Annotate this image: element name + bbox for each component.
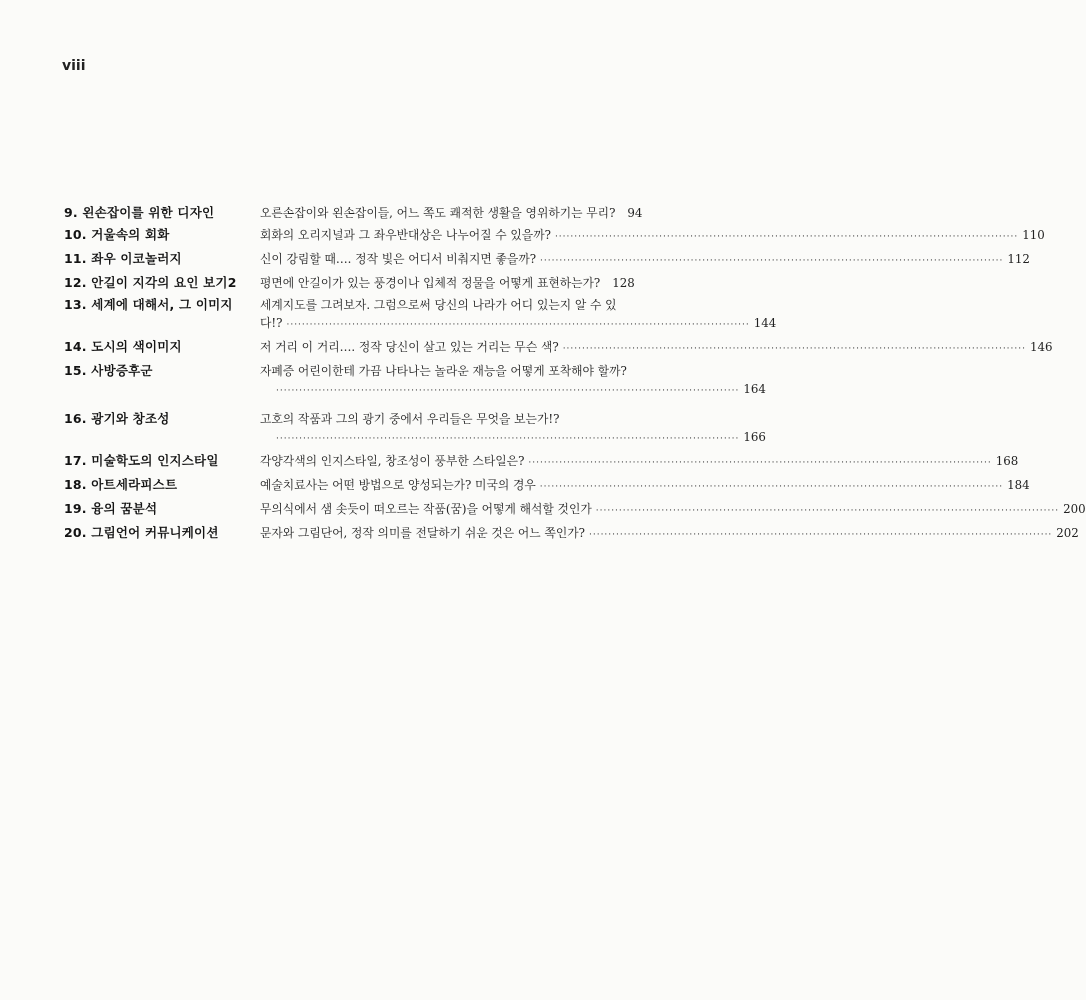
toc-line [260,410,629,428]
page-ref: 146 [1030,340,1053,354]
chapter-title: 16. 광기와 창조성 [64,411,170,426]
toc-line [260,380,766,400]
page-ref: 200 [1063,502,1086,516]
dot-leader [596,502,1059,520]
chapter-description [260,476,1030,496]
dot-leader [540,252,1003,270]
chapter-title: 9. 왼손잡이를 위한 디자인 [64,205,215,220]
chapter-description [260,226,1045,246]
toc-line [260,204,643,222]
toc-line [260,362,629,380]
dot-leader [563,340,1026,358]
table-of-contents [64,204,1086,548]
toc-entry [64,524,1079,544]
page-ref: 166 [743,430,766,444]
description-text: 저 거리 이 거리…. 정작 당신이 살고 있는 거리는 무슨 색? [260,340,559,354]
toc-entry [64,338,1053,358]
description-text: 다!? [260,316,283,330]
toc-entry [64,226,1045,246]
toc-line [260,452,1019,472]
chapter-description [260,452,1019,472]
chapter-description [260,204,643,222]
chapter-title: 19. 융의 꿈분석 [64,501,158,516]
chapter-description [260,250,1030,270]
chapter-description [260,362,766,400]
toc-entry [64,476,1030,496]
toc-entry [64,500,1086,520]
description-text: 무의식에서 샘 솟듯이 떠오르는 작품(꿈)을 어떻게 해석할 것인가 [260,502,592,516]
chapter-title: 10. 거울속의 회화 [64,227,170,242]
page-ref: 94 [627,206,643,220]
toc-line [260,314,777,334]
description-text: 회화의 오리지널과 그 좌우반대상은 나누어질 수 있을까? [260,228,551,242]
description-text: 자폐증 어린이한테 가끔 나타나는 놀라운 재능을 어떻게 포착해야 할까? [260,364,627,378]
chapter-title: 20. 그림언어 커뮤니케이션 [64,525,219,540]
description-text: 각양각색의 인지스타일, 창조성이 풍부한 스타일은? [260,454,525,468]
dot-leader [286,316,749,334]
toc-line [260,524,1079,544]
description-text: 예술치료사는 어떤 방법으로 양성되는가? 미국의 경우 [260,478,536,492]
page-ref: 184 [1007,478,1030,492]
toc-line [260,274,635,292]
page-ref: 164 [743,382,766,396]
toc-entry [64,362,766,400]
chapter-title: 11. 좌우 이코놀러지 [64,251,182,266]
chapter-title: 17. 미술학도의 인지스타일 [64,453,219,468]
chapter-description [260,500,1086,520]
dot-leader [276,430,739,448]
toc-line [260,500,1086,520]
toc-entry [64,296,777,334]
chapter-description [260,296,777,334]
page-number: viii [62,58,86,74]
page-ref: 144 [753,316,777,330]
chapter-title: 13. 세계에 대해서, 그 이미지 [64,297,233,312]
page-ref: 112 [1007,252,1030,266]
page-ref: 168 [995,454,1019,468]
toc-line [260,428,766,448]
chapter-description [260,338,1053,358]
toc-entry [64,274,635,292]
chapter-title: 15. 사방증후군 [64,363,153,378]
toc-line [260,476,1030,496]
page-ref: 202 [1056,526,1079,540]
page-ref: 110 [1022,228,1045,242]
toc-entry [64,410,766,448]
toc-entry [64,204,643,222]
description-text: 세계지도를 그려보자. 그럼으로써 당신의 나라가 어디 있는지 알 수 있 [260,298,617,312]
description-text: 평면에 안길이가 있는 풍경이나 입체적 정물을 어떻게 표현하는가? [260,276,601,290]
toc-entry [64,452,1019,472]
description-text: 신이 강림할 때…. 정작 빛은 어디서 비춰지면 좋을까? [260,252,537,266]
chapter-description [260,410,766,448]
description-text: 문자와 그림단어, 정작 의미를 전달하기 쉬운 것은 어느 쪽인가? [260,526,585,540]
chapter-title: 14. 도시의 색이미지 [64,339,182,354]
dot-leader [528,454,991,472]
toc-line [260,250,1030,270]
description-text: 고호의 작품과 그의 광기 중에서 우리들은 무엇을 보는가!? [260,412,560,426]
dot-leader [540,478,1003,496]
chapter-description [260,524,1079,544]
toc-line [260,226,1045,246]
chapter-description [260,274,635,292]
dot-leader [589,526,1052,544]
description-text: 오른손잡이와 왼손잡이들, 어느 쪽도 쾌적한 생활을 영위하기는 무리? [260,206,616,220]
chapter-title: 18. 아트세라피스트 [64,477,178,492]
chapter-title: 12. 안길이 지각의 요인 보기2 [64,275,237,290]
dot-leader [555,228,1018,246]
toc-line [260,296,629,314]
dot-leader [276,382,739,400]
toc-line [260,338,1053,358]
page-ref: 128 [612,276,635,290]
toc-entry [64,250,1030,270]
